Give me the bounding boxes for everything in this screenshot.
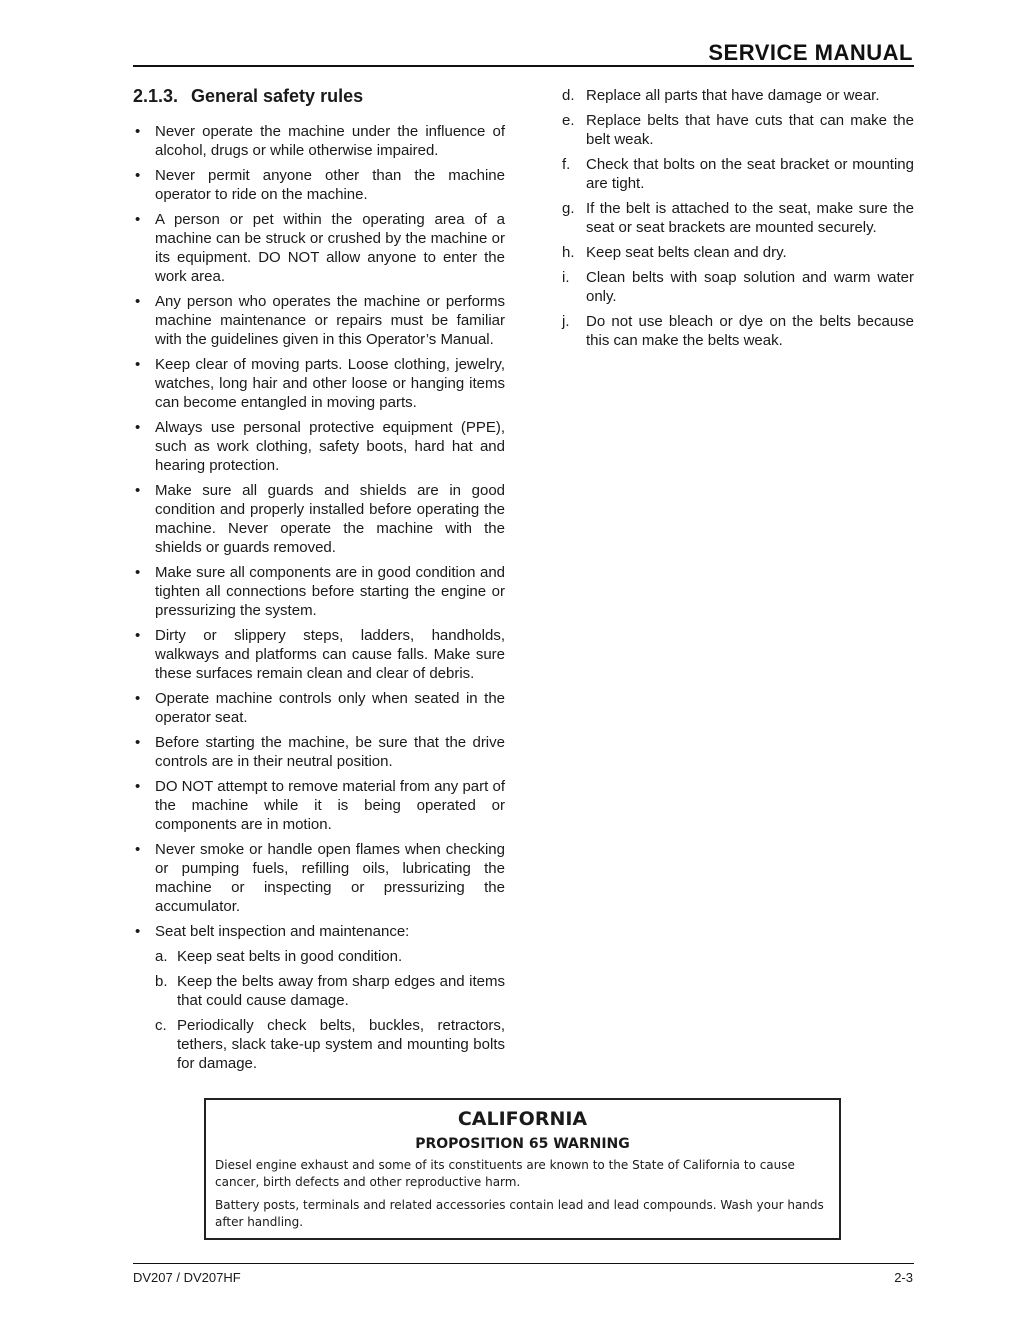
- sublist-marker: a.: [155, 948, 168, 965]
- sublist-item: [155, 1016, 505, 1073]
- sublist-item: [562, 86, 914, 105]
- section-title-text: General safety rules: [191, 86, 364, 106]
- sublist-item: [562, 155, 914, 193]
- rule-text: Operate machine controls only when seated in the operator seat.: [155, 690, 505, 726]
- rule-text: DO NOT attempt to remove material from any part of the machine while it is being operated or components are in motion.: [155, 778, 505, 833]
- list-item: [133, 563, 505, 620]
- rule-text: Dirty or slippery steps, ladders, handholds, walkways and platforms can cause falls. Make sure these surfaces remain clean and clear of debris.: [155, 627, 505, 682]
- sublist-item: [562, 268, 914, 306]
- right-column: [562, 86, 914, 356]
- list-item: [133, 733, 505, 771]
- sublist-item: [562, 243, 914, 262]
- bullet-icon: •: [135, 627, 141, 644]
- list-item: [133, 292, 505, 349]
- bullet-icon: •: [135, 923, 141, 940]
- list-item: [133, 355, 505, 412]
- bullet-icon: •: [135, 841, 141, 858]
- sublist-text: Check that bolts on the seat bracket or mounting are tight.: [586, 156, 914, 192]
- warning-paragraph: Diesel engine exhaust and some of its constituents are known to the State of California to cause cancer, birth defects and other reproductive harm.: [215, 1158, 795, 1189]
- sublist-marker: j.: [562, 313, 570, 330]
- header-rule: [133, 65, 914, 67]
- rule-text: Keep clear of moving parts. Loose clothing, jewelry, watches, long hair and other loose or hanging items can become entangled in moving parts.: [155, 356, 505, 411]
- rule-text: Never smoke or handle open flames when checking or pumping fuels, refilling oils, lubricating the machine or inspecting or pressurizing the accumulator.: [155, 841, 505, 915]
- bullet-icon: •: [135, 293, 141, 310]
- list-item: [133, 210, 505, 286]
- list-item-seat-belt: [133, 922, 505, 1073]
- bullet-icon: •: [135, 482, 141, 499]
- rule-text: Make sure all components are in good condition and tighten all connections before starting the engine or pressurizing the system.: [155, 564, 505, 619]
- sublist-marker: b.: [155, 973, 168, 990]
- sublist-item: [155, 947, 505, 966]
- sublist-marker: g.: [562, 200, 575, 217]
- rule-text: A person or pet within the operating area of a machine can be struck or crushed by the machine or its equipment. DO NOT allow anyone to enter the work area.: [155, 211, 505, 285]
- sublist-text: If the belt is attached to the seat, make sure the seat or seat brackets are mounted securely.: [586, 200, 914, 236]
- bullet-icon: •: [135, 211, 141, 228]
- sublist-text: Keep the belts away from sharp edges and items that could cause damage.: [177, 973, 505, 1009]
- rule-text: Never permit anyone other than the machine operator to ride on the machine.: [155, 167, 505, 203]
- rule-text: Any person who operates the machine or performs machine maintenance or repairs must be familiar with the guidelines given in this Operator’s Manual.: [155, 293, 505, 348]
- bullet-icon: •: [135, 690, 141, 707]
- seat-belt-sublist: [155, 947, 505, 1073]
- bullet-icon: •: [135, 123, 141, 140]
- page-number: 2-3: [894, 1270, 913, 1285]
- prop65-warning-box: [204, 1098, 841, 1240]
- bullet-icon: •: [135, 167, 141, 184]
- bullet-icon: •: [135, 419, 141, 436]
- sublist-marker: i.: [562, 269, 570, 286]
- section-number: 2.1.3.: [133, 86, 179, 106]
- sublist-text: Periodically check belts, buckles, retractors, tethers, slack take-up system and mounting bolts for damage.: [177, 1017, 505, 1072]
- footer-model: DV207 / DV207HF: [133, 1270, 241, 1285]
- list-item: [133, 481, 505, 557]
- bullet-icon: •: [135, 778, 141, 795]
- rule-text: Never operate the machine under the influence of alcohol, drugs or while otherwise impaired.: [155, 123, 505, 159]
- list-item: [133, 122, 505, 160]
- list-item: [133, 166, 505, 204]
- sublist-marker: f.: [562, 156, 571, 173]
- section-heading: [133, 86, 505, 107]
- sublist-marker: e.: [562, 112, 575, 129]
- list-item: [133, 777, 505, 834]
- sublist-text: Replace all parts that have damage or wear.: [586, 87, 880, 104]
- rule-text: Always use personal protective equipment (PPE), such as work clothing, safety boots, hard hat and hearing protection.: [155, 419, 505, 474]
- page-header-title: SERVICE MANUAL: [708, 40, 913, 65]
- sublist-item: [562, 312, 914, 350]
- list-item: [133, 626, 505, 683]
- sublist-marker: h.: [562, 244, 575, 261]
- sublist-text: Replace belts that have cuts that can make the belt weak.: [586, 112, 914, 148]
- warning-title: CALIFORNIA: [457, 1108, 588, 1130]
- safety-rules-list: [133, 122, 505, 1073]
- left-column: [133, 86, 505, 1079]
- bullet-icon: •: [135, 356, 141, 373]
- sublist-text: Clean belts with soap solution and warm water only.: [586, 269, 914, 305]
- footer-rule: [133, 1263, 914, 1264]
- sublist-text: Keep seat belts clean and dry.: [586, 244, 787, 261]
- sublist-marker: c.: [155, 1017, 167, 1034]
- sublist-item: [562, 199, 914, 237]
- bullet-icon: •: [135, 734, 141, 751]
- warning-paragraph: Battery posts, terminals and related accessories contain lead and lead compounds. Wash your hands after handling.: [215, 1198, 824, 1229]
- sublist-text: Keep seat belts in good condition.: [177, 948, 403, 965]
- bullet-icon: •: [135, 564, 141, 581]
- sublist-item: [562, 111, 914, 149]
- rule-text: Before starting the machine, be sure that the drive controls are in their neutral position.: [155, 734, 505, 770]
- list-item: [133, 689, 505, 727]
- list-item: [133, 418, 505, 475]
- sublist-text: Do not use bleach or dye on the belts because this can make the belts weak.: [586, 313, 914, 349]
- sublist-marker: d.: [562, 87, 575, 104]
- warning-subtitle: PROPOSITION 65 WARNING: [415, 1136, 630, 1152]
- seat-belt-sublist-continued: [562, 86, 914, 350]
- rule-text: Make sure all guards and shields are in good condition and properly installed before operating the machine. Never operate the machine with the shields or guards removed.: [155, 482, 505, 556]
- list-item: [133, 840, 505, 916]
- rule-text: Seat belt inspection and maintenance:: [155, 923, 410, 940]
- sublist-item: [155, 972, 505, 1010]
